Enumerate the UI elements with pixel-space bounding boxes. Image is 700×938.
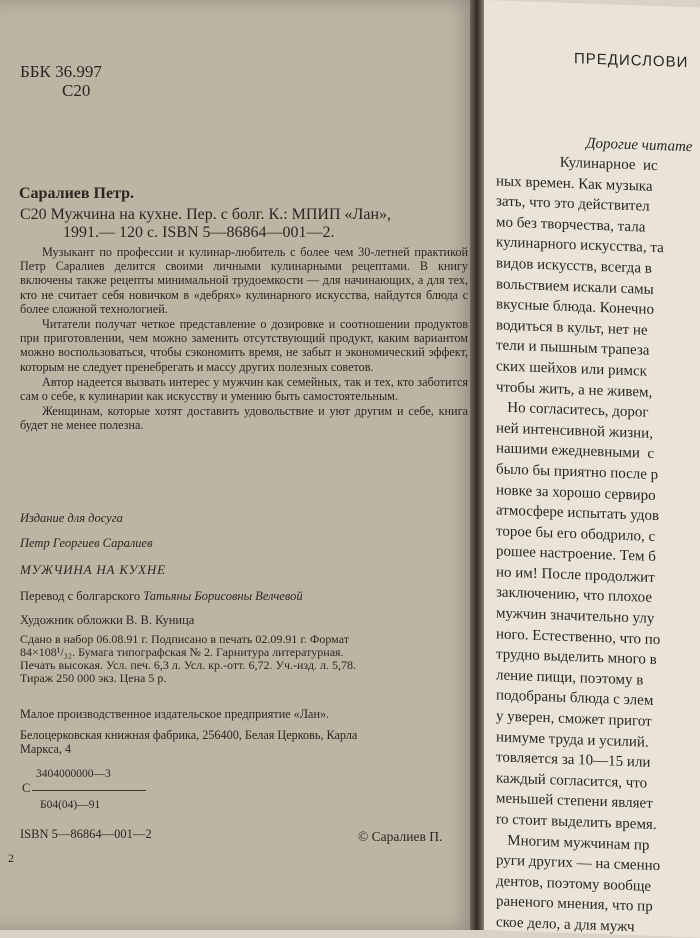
preface-line: меньшей степени являет — [496, 790, 653, 813]
preface-line: торое бы его ободрило, с — [496, 523, 656, 545]
preface-line: подобраны блюда с элем — [496, 687, 654, 710]
book-gutter — [470, 0, 484, 930]
preface-line: Многим мужчинам пр — [496, 832, 650, 854]
author-heading: Саралиев Петр. — [19, 185, 135, 202]
preface-line: ских шейхов или римск — [496, 358, 647, 380]
preface-line: Но согласитесь, дорог — [496, 399, 649, 421]
preface-line: мужчин значительно улу — [496, 605, 655, 628]
preface-line: нашими ежедневными с — [496, 440, 654, 463]
bbk-index: ББК 36.997 — [20, 62, 102, 81]
preface-line: тели и пышным трапеза — [496, 337, 650, 360]
printer-line: Маркса, 4 — [20, 742, 72, 756]
preface-line: раненого мнения, что пр — [496, 893, 653, 916]
preface-heading: ПРЕДИСЛОВИ — [574, 50, 689, 72]
preface-line: водиться в культ, нет не — [496, 317, 648, 339]
translator-name: Татьяны Борисовны Велчевой — [143, 589, 303, 603]
author-full-name: Петр Георгиев Саралиев — [20, 536, 153, 550]
preface-line: Кулинарное ис — [496, 152, 658, 175]
annotation-paragraph: Женщинам, которые хотят доставить удовольствие и уют другим и себе, книга будет не менее полезна. — [20, 404, 468, 433]
preface-line: кулинарного искусства, та — [496, 234, 664, 257]
preface-line: ское дело, а для мужч — [496, 914, 635, 936]
preface-line: новке за хорошо сервиро — [496, 481, 656, 504]
annotation-paragraph: Автор надеется вызвать интерес у мужчин как семейных, так и тех, кто заботится сам о себе, к кулинарии как искусству и умению быть самостоятельным. — [20, 374, 468, 404]
preface-text — [496, 150, 700, 937]
preface-line: у уверен, сможет пригот — [496, 708, 652, 730]
preface-line: но им! После продолжит — [496, 564, 655, 586]
book-title: МУЖЧИНА НА КУХНЕ — [20, 562, 166, 577]
code-letter: С — [22, 781, 31, 795]
tech-line: Печать высокая. Усл. печ. 6,3 л. Усл. кр.-отт. 6,72. Уч.-изд. л. 5,78. — [20, 658, 357, 672]
right-page — [484, 0, 700, 938]
preface-greeting: Дорогие читате — [586, 135, 693, 156]
preface-line: мо без творчества, тала — [496, 214, 646, 236]
page-number: 2 — [8, 851, 14, 865]
annotation — [20, 245, 468, 434]
preface-line: дентов, поэтому вообще — [496, 873, 652, 895]
annotation-paragraph: Музыкант по профессии и кулинар-любитель с более чем 30-летней практикой Петр Саралиев делится своими личными кулинарными рецептами. В книгу включены также рецепты минимальной трудоемкости — для начинающих, а для тех, кто не считает себя новичком в «дебрях» кулинарного искусства, найдутся блюда с более сложной технологией. — [20, 245, 468, 316]
preface-line: рошее настроение. Тем б — [496, 543, 656, 566]
catalog-entry-line-1: С20 Мужчина на кухне. Пер. с болг. К.: МПИП «Лан», — [20, 206, 392, 223]
preface-line: ного. Естественно, что по — [496, 626, 661, 648]
preface-line: вкусные блюда. Конечно — [496, 296, 654, 319]
tech-line: Сдано в набор 06.08.91 г. Подписано в печать 02.09.91 г. Формат — [20, 632, 349, 646]
preface-line: видов искусств, всегда в — [496, 255, 652, 277]
annotation-paragraph: Читатели получат четкое представление о дозировке и соотношении продуктов при приготовлении, чем можно заменить отсутствующий продукт, каким вариантом можно воспользоваться, чтобы сэкономить время, не забыт и экономический эффект, которым не следует пренебрегать и массу других полезных советов. — [20, 317, 468, 374]
preface-line: товляется за 10—15 или — [496, 749, 651, 772]
preface-line: руги других — на сменно — [496, 852, 661, 875]
code-fraction-line — [32, 790, 146, 791]
preface-line: трудно выделить много в — [496, 646, 657, 669]
bbk-code: С20 — [62, 81, 91, 100]
isbn: ISBN 5—86864—001—2 — [20, 827, 152, 841]
preface-line: было бы приятно после р — [496, 461, 659, 483]
preface-line: нимуме труда и усилий. — [496, 729, 649, 751]
edition-type: Издание для досуга — [20, 511, 123, 525]
translation-prefix: Перевод с болгарского — [20, 589, 144, 603]
translation-credit — [20, 590, 303, 603]
tech-line: 84×108¹/₃₂. Бумага типографская № 2. Гарнитура литературная. — [20, 645, 344, 659]
technical-details — [20, 633, 465, 685]
preface-line: ление пищи, поэтому в — [496, 667, 644, 689]
preface-line: зать, что это действител — [496, 193, 650, 215]
code-numerator: 3404000000—3 — [36, 768, 111, 780]
preface-line: атмосфере испытать удов — [496, 502, 660, 525]
preface-line: ro стоит выделить время. — [496, 811, 657, 834]
preface-line: ных времен. Как музыка — [496, 173, 653, 195]
printer-line: Белоцерковская книжная фабрика, 256400, Белая Церковь, Карла — [20, 728, 358, 742]
publisher: Малое производственное издательское предприятие «Лан». — [20, 707, 330, 721]
preface-line: чтобы жить, а не живем, — [496, 378, 653, 401]
preface-line: каждый согласится, что — [496, 770, 648, 792]
preface-line: заключению, что плохое — [496, 584, 653, 607]
tech-line: Тираж 250 000 экз. Цена 5 р. — [20, 671, 167, 685]
code-denominator: Б04(04)—91 — [40, 799, 101, 811]
cover-artist: Художник обложки В. В. Куница — [20, 613, 195, 627]
printer — [20, 728, 468, 756]
preface-line: вольствием искали самы — [496, 275, 654, 298]
copyright: © Саралиев П. — [358, 829, 443, 844]
preface-line: ней интенсивной жизни, — [496, 420, 653, 442]
catalog-entry-line-2: 1991.— 120 с. ISBN 5—86864—001—2. — [63, 224, 335, 241]
